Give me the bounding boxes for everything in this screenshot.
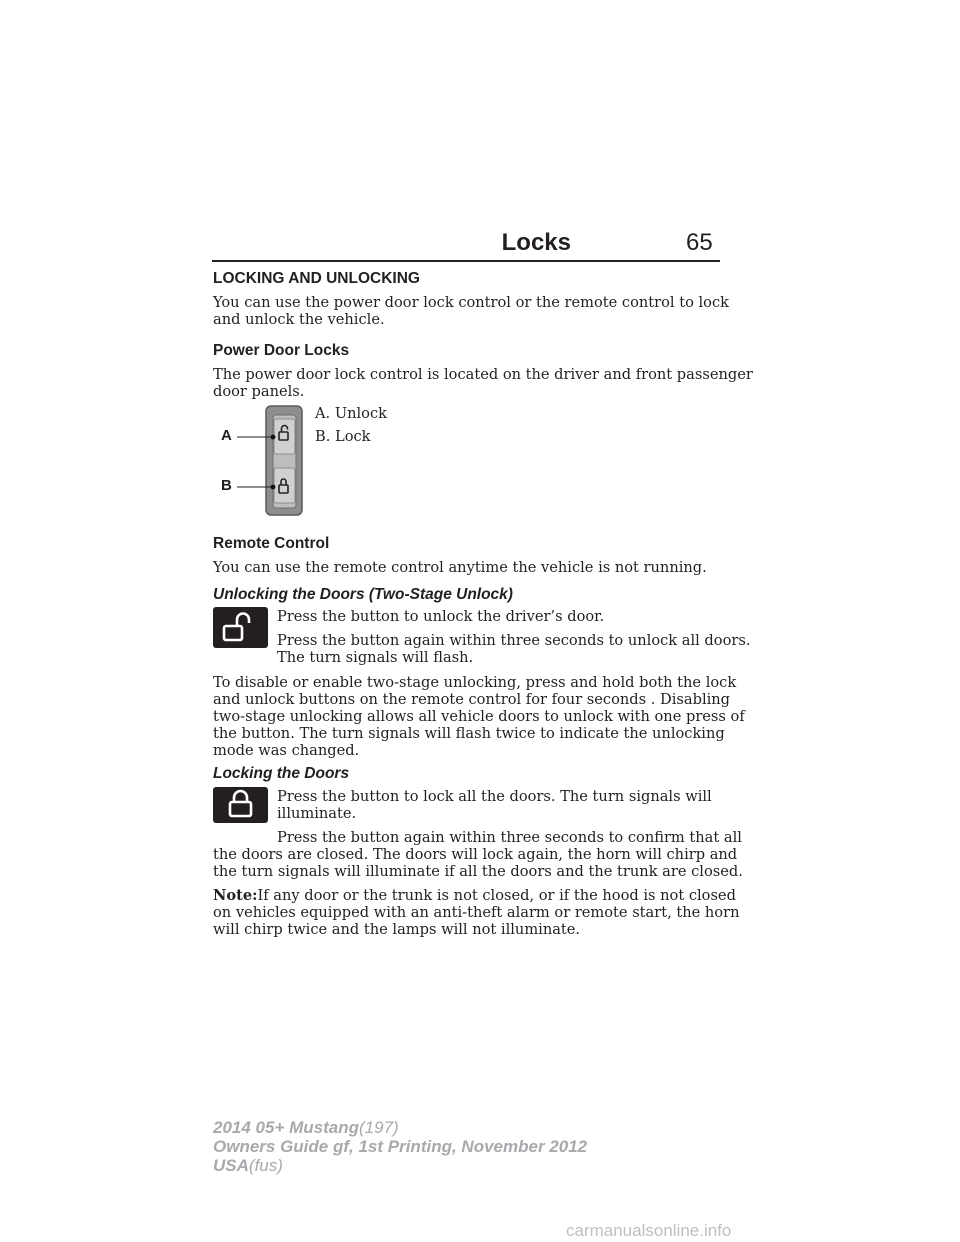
power-door-locks-heading: Power Door Locks	[213, 342, 350, 359]
footer-line-1	[213, 1118, 587, 1137]
power-door-locks-text-2: door panels.	[213, 383, 305, 400]
power-door-locks-text-1: The power door lock control is located on the driver and front passenger	[213, 366, 753, 383]
legend-lock: B. Lock	[315, 428, 371, 445]
watermark: carmanualsonline.info	[566, 1221, 732, 1240]
unlock-icon	[213, 607, 268, 648]
door-lock-switch-figure	[236, 405, 306, 517]
unlocking-line-1: Press the button to unlock the driver’s door.	[277, 608, 605, 625]
lock-icon	[213, 787, 268, 823]
locking-line-2c: the turn signals will illuminate if all the doors and the trunk are closed.	[213, 863, 743, 880]
footer-market: USA	[213, 1156, 249, 1175]
footer-line-3	[213, 1156, 587, 1175]
locking-line-1b: illuminate.	[277, 805, 357, 822]
callout-b: B	[221, 477, 232, 494]
footer-line-2: Owners Guide gf, 1st Printing, November 2012	[213, 1137, 588, 1156]
locking-heading: Locking the Doors	[213, 765, 350, 782]
page-number: 65	[686, 229, 713, 256]
unlocking-heading: Unlocking the Doors (Two-Stage Unlock)	[213, 586, 513, 603]
disable-line-4: the button. The turn signals will flash twice to indicate the unlocking	[213, 725, 725, 742]
footer	[213, 1118, 587, 1175]
header-rule	[212, 260, 720, 262]
footer-market-code: (fus)	[248, 1156, 283, 1175]
legend-unlock: A. Unlock	[315, 405, 387, 422]
disable-line-5: mode was changed.	[213, 742, 360, 759]
intro-line-2: and unlock the vehicle.	[213, 311, 385, 328]
page-header-title: Locks	[501, 229, 571, 256]
footer-model: 2014 05+ Mustang	[213, 1118, 359, 1137]
remote-control-heading: Remote Control	[213, 535, 330, 552]
locking-line-2b: the doors are closed. The doors will lock again, the horn will chirp and	[213, 846, 738, 863]
locking-line-2a: Press the button again within three seconds to confirm that all	[277, 829, 742, 846]
note-label: Note:	[213, 887, 258, 904]
callout-a: A	[221, 427, 232, 444]
locking-line-1a: Press the button to lock all the doors. The turn signals will	[277, 788, 712, 805]
disable-line-1: To disable or enable two-stage unlocking, press and hold both the lock	[213, 674, 737, 691]
unlocking-line-2b: The turn signals will flash.	[277, 649, 474, 666]
note-line-1	[213, 887, 736, 904]
disable-line-2: and unlock buttons on the remote control for four seconds . Disabling	[213, 691, 731, 708]
note-text-1: If any door or the trunk is not closed, or if the hood is not closed	[257, 887, 736, 904]
note-line-3: will chirp twice and the lamps will not illuminate.	[213, 921, 581, 938]
footer-page-ref: (197)	[359, 1118, 399, 1137]
note-line-2: on vehicles equipped with an anti-theft alarm or remote start, the horn	[213, 904, 740, 921]
section-heading: LOCKING AND UNLOCKING	[213, 270, 420, 287]
disable-line-3: two-stage unlocking allows all vehicle doors to unlock with one press of	[213, 708, 745, 725]
intro-line-1: You can use the power door lock control or the remote control to lock	[213, 294, 729, 311]
remote-control-text: You can use the remote control anytime the vehicle is not running.	[213, 559, 707, 576]
unlocking-line-2a: Press the button again within three seconds to unlock all doors.	[277, 632, 751, 649]
